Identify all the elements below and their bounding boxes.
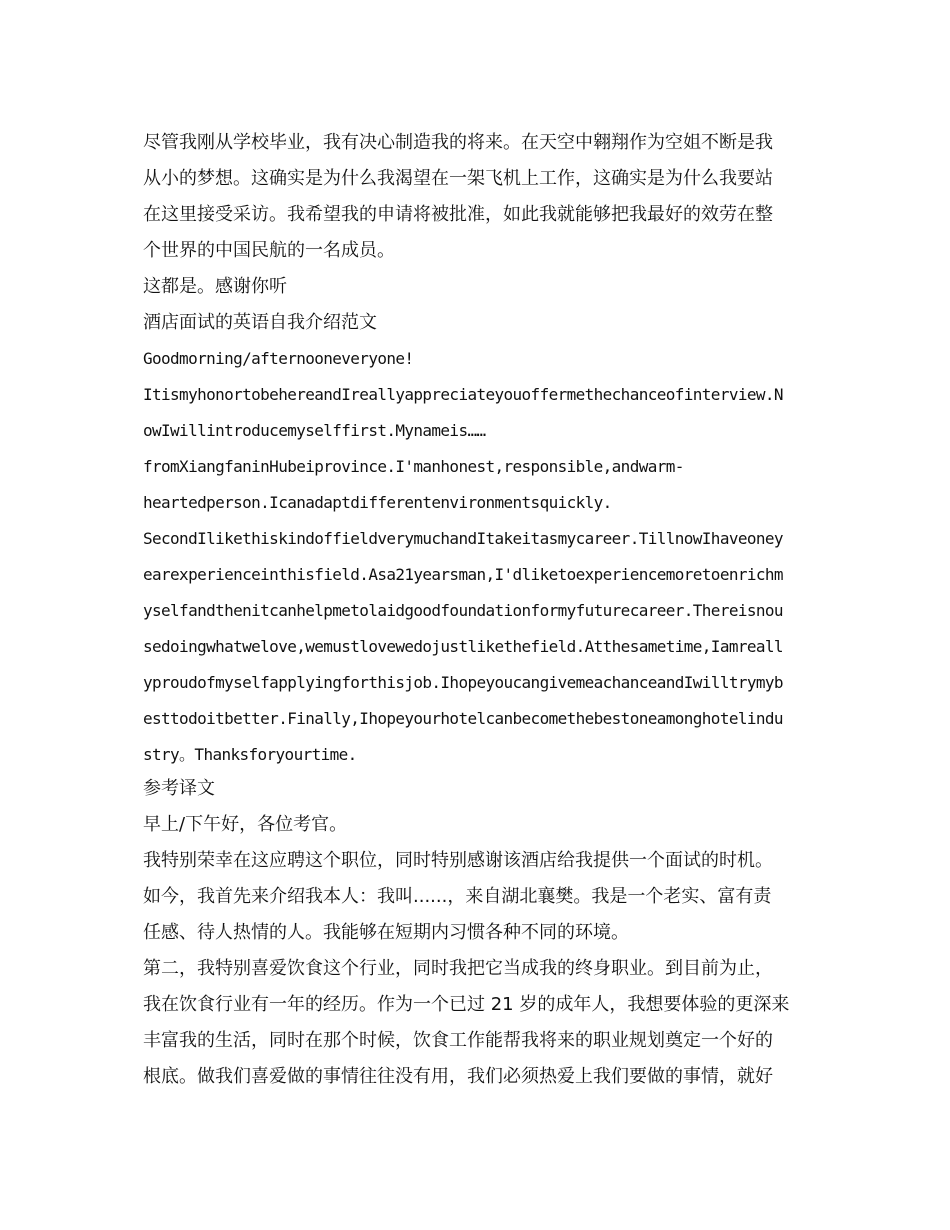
english-line-2: ItismyhonortobehereandIreallyappreciateyouoffermethechanceofinterview.N [143, 385, 783, 404]
english-line-4: fromXiangfaninHubeiprovince.I'manhonest,responsible,andwarm- [143, 457, 684, 476]
translation-line-6: 我在饮食行业有一年的经历。作为一个已过 21 岁的成年人，我想要体验的更深来 [143, 994, 790, 1015]
english-line-9: sedoingwhatwelove,wemustlovewedojustlikethefield.Atthesametime,Iamreall [143, 637, 783, 656]
english-line-12: stry。Thanksforyourtime. [143, 745, 357, 764]
section-title-english-sample: 酒店面试的英语自我介绍范文 [143, 312, 377, 333]
english-line-7: earexperienceinthisfield.Asa21yearsman,I'dliketoexperiencemoretoenrichm [143, 565, 783, 584]
translation-line-4: 任感、待人热情的人。我能够在短期内习惯各种不同的环境。 [143, 922, 629, 943]
english-line-3: owIwillintroducemyselffirst.Mynameis…… [143, 421, 486, 440]
body-line-3: 在这里接受采访。我希望我的申请将被批准，如此我就能够把我最好的效劳在整 [143, 204, 773, 225]
translation-line-1: 早上/下午好，各位考官。 [143, 814, 348, 835]
english-line-1: Goodmorning/afternooneveryone! [143, 349, 414, 368]
translation-line-7: 丰富我的生活，同时在那个时候，饮食工作能帮我将来的职业规划奠定一个好的 [143, 1030, 773, 1051]
english-line-6: SecondIlikethiskindoffieldverymuchandItakeitasmycareer.TillnowIhaveoney [143, 529, 783, 548]
english-line-8: yselfandthenitcanhelpmetolaidgoodfoundationformyfuturecareer.Thereisnou [143, 601, 783, 620]
body-line-4: 个世界的中国民航的一名成员。 [143, 240, 395, 261]
body-line-2: 从小的梦想。这确实是为什么我渴望在一架飞机上工作，这确实是为什么我要站 [143, 168, 773, 189]
translation-line-5: 第二，我特别喜爱饮食这个行业，同时我把它当成我的终身职业。到目前为止， [143, 958, 773, 979]
english-line-10: yproudofmyselfapplyingforthisjob.IhopeyoucangivemeachanceandIwilltrymyb [143, 673, 783, 692]
english-line-5: heartedperson.Icanadaptdifferentenvironmentsquickly. [143, 493, 612, 512]
translation-line-8: 根底。做我们喜爱做的事情往往没有用，我们必须热爱上我们要做的事情，就好 [143, 1066, 773, 1087]
section-title-translation: 参考译文 [143, 778, 215, 799]
body-line-5: 这都是。感谢你听 [143, 276, 287, 297]
translation-line-3: 如今，我首先来介绍我本人：我叫......，来自湖北襄樊。我是一个老实、富有责 [143, 886, 772, 907]
translation-line-2: 我特别荣幸在这应聘这个职位，同时特别感谢该酒店给我提供一个面试的时机。 [143, 850, 773, 871]
english-line-11: esttodoitbetter.Finally,Ihopeyourhotelcanbecomethebestoneamonghotelindu [143, 709, 783, 728]
body-line-1: 尽管我刚从学校毕业，我有决心制造我的将来。在天空中翱翔作为空姐不断是我 [143, 132, 773, 153]
